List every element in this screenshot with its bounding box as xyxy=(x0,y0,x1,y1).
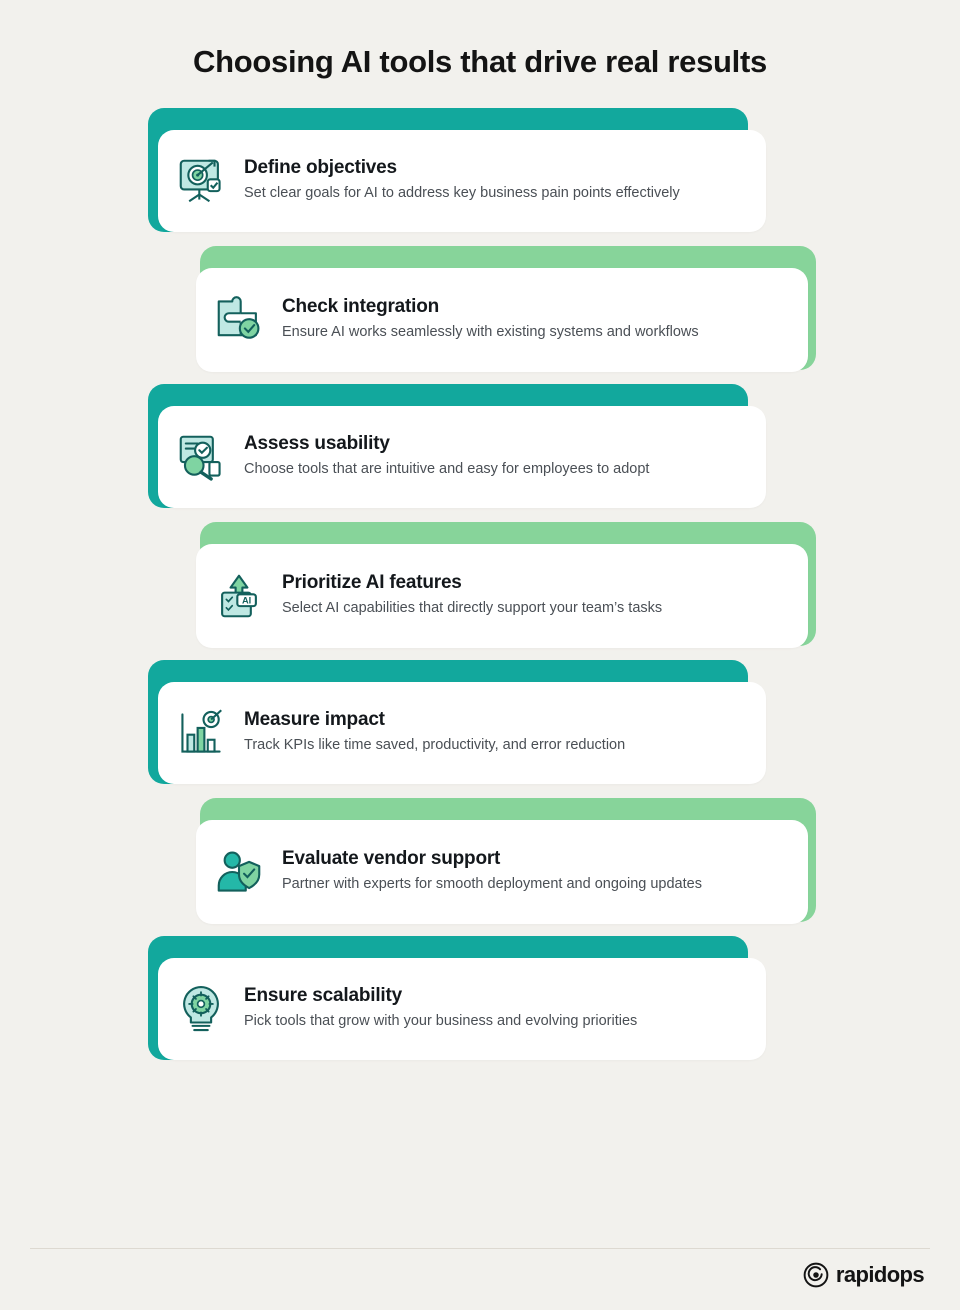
list-item xyxy=(0,936,960,1064)
step-text xyxy=(282,848,724,895)
brand-logo xyxy=(803,1262,924,1288)
person-shield-check-icon xyxy=(196,845,282,899)
step-card[interactable] xyxy=(158,406,766,508)
step-title: Measure impact xyxy=(244,709,385,731)
step-card[interactable] xyxy=(196,544,808,648)
step-description: Ensure AI works seamlessly with existing systems and workflows xyxy=(282,324,699,341)
rapidops-mark-icon xyxy=(803,1262,829,1288)
footer xyxy=(0,1248,960,1310)
step-card[interactable] xyxy=(196,820,808,924)
step-title: Check integration xyxy=(282,296,440,318)
step-text xyxy=(244,709,647,756)
list-item xyxy=(0,798,960,926)
step-description: Track KPIs like time saved, productivity, and error reduction xyxy=(244,737,626,754)
step-title: Ensure scalability xyxy=(244,985,402,1007)
step-text xyxy=(282,296,721,343)
step-title: Define objectives xyxy=(244,157,397,179)
list-item xyxy=(0,660,960,788)
step-text xyxy=(282,572,684,619)
step-card[interactable] xyxy=(158,958,766,1060)
step-text xyxy=(244,985,659,1032)
bar-chart-target-icon xyxy=(158,706,244,760)
logo-text-primary: rapid xyxy=(835,1262,887,1287)
ai-checklist-arrow-icon xyxy=(196,569,282,623)
step-card[interactable] xyxy=(158,130,766,232)
logo-text-secondary: ops xyxy=(886,1262,924,1287)
list-item xyxy=(0,522,960,650)
puzzle-check-icon xyxy=(196,293,282,347)
step-title: Evaluate vendor support xyxy=(282,848,501,870)
target-presentation-icon xyxy=(158,154,244,208)
svg-text:AI: AI xyxy=(241,595,252,606)
step-title: Assess usability xyxy=(244,433,390,455)
list-item xyxy=(0,108,960,236)
step-card[interactable] xyxy=(196,268,808,372)
steps-list xyxy=(0,108,960,1064)
step-description: Partner with experts for smooth deployment and ongoing updates xyxy=(282,876,702,893)
step-description: Pick tools that grow with your business and evolving priorities xyxy=(244,1013,638,1030)
step-text xyxy=(244,433,671,480)
lightbulb-gear-icon xyxy=(158,982,244,1036)
list-item xyxy=(0,384,960,512)
step-card[interactable] xyxy=(158,682,766,784)
logo-text xyxy=(836,1262,924,1288)
footer-divider xyxy=(30,1248,930,1249)
step-description: Select AI capabilities that directly support your team’s tasks xyxy=(282,600,663,617)
step-description: Choose tools that are intuitive and easy for employees to adopt xyxy=(244,461,650,478)
page-title: Choosing AI tools that drive real results xyxy=(193,44,767,79)
list-item xyxy=(0,246,960,374)
step-description: Set clear goals for AI to address key business pain points effectively xyxy=(244,185,680,202)
step-title: Prioritize AI features xyxy=(282,572,462,594)
magnifier-document-icon xyxy=(158,430,244,484)
step-text xyxy=(244,157,702,204)
